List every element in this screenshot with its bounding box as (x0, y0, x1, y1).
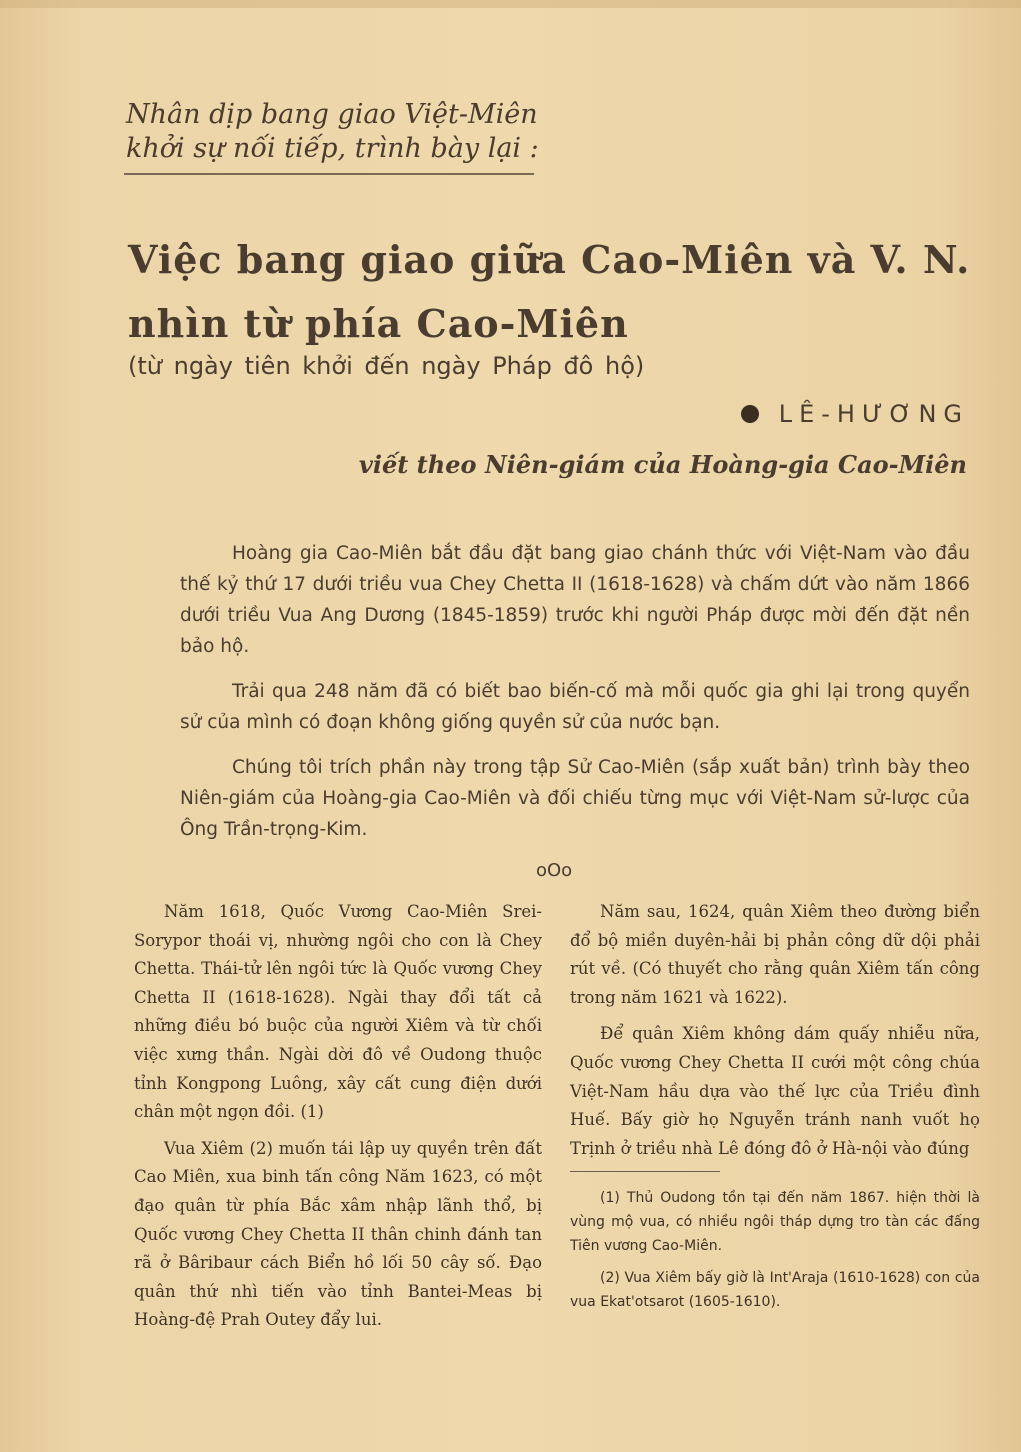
intro-paragraph: Chúng tôi trích phần này trong tập Sử Cao-Miên (sắp xuất bản) trình bày theo Niên-giám của Hoàng-gia Cao-Miên và đối chiếu từng mục với Việt-Nam sử-lược của Ông Trần-trọng-Kim. (180, 757, 970, 840)
kicker-line-1: Nhân dịp bang giao Việt-Miên (126, 99, 538, 130)
body-paragraph: Năm 1618, Quốc Vương Cao-Miên Srei-Sorypor thoái vị, nhường ngôi cho con là Chey Chetta. Thái-tử lên ngôi tức là Quốc vương Chey Chetta II (1618-1628). Ngài thay đổi tất cả những điều bó buộc của người Xiêm và từ chối việc xưng thần. Ngài dời đô về Oudong thuộc tỉnh Kongpong Luông, xây cất cung điện dưới chân một ngọn đồi. (1) (134, 902, 542, 1122)
intro-paragraph: Trải qua 248 năm đã có biết bao biến-cố mà mỗi quốc gia ghi lại trong quyển sử của mình có đoạn không giống quyền sử của nước bạn. (180, 681, 970, 733)
intro-section (180, 538, 970, 859)
footnote: (1) Thủ Oudong tồn tại đến năm 1867. hiện thời là vùng mộ vua, có nhiều ngôi tháp dựng tro tàn các đấng Tiên vương Cao-Miên. (570, 1190, 980, 1255)
page-top-edge (0, 0, 1021, 8)
title-line-2: nhìn từ phía Cao-Miên (128, 301, 629, 346)
kicker-underline (124, 173, 534, 175)
source-note: viết theo Niên-giám của Hoàng-gia Cao-Miên (358, 450, 967, 479)
left-column (134, 898, 542, 1343)
article-title (128, 228, 988, 356)
intro-paragraph: Hoàng gia Cao-Miên bắt đầu đặt bang giao chánh thức với Việt-Nam vào đầu thế kỷ thứ 17 dưới triều vua Chey Chetta II (1618-1628) và chấm dứt vào năm 1866 dưới triều Vua Ang Dương (1845-1859) trước khi người Pháp được mời đến đặt nền bảo hộ. (180, 543, 970, 657)
bullet-icon (741, 405, 759, 423)
footnote: (2) Vua Xiêm bấy giờ là Int'Araja (1610-1628) con của vua Ekat'otsarot (1605-1610). (570, 1270, 980, 1311)
title-line-1: Việc bang giao giữa Cao-Miên và V. N. (128, 237, 971, 282)
right-column (570, 898, 980, 1322)
footnote-divider (570, 1171, 720, 1172)
article-kicker (126, 98, 606, 166)
author-byline (741, 400, 969, 428)
author-name: LÊ-HƯƠNG (778, 400, 969, 428)
section-separator: oOo (536, 860, 573, 881)
article-subtitle: (từ ngày tiên khởi đến ngày Pháp đô hộ) (128, 352, 645, 380)
body-paragraph: Năm sau, 1624, quân Xiêm theo đường biển đổ bộ miền duyên-hải bị phản công dữ dội phải rút về. (Có thuyết cho rằng quân Xiêm tấn công trong năm 1621 và 1622). (570, 902, 980, 1007)
body-paragraph: Vua Xiêm (2) muốn tái lập uy quyền trên đất Cao Miên, xua binh tấn công Năm 1623, có một đạo quân từ phía Bắc xâm nhập lãnh thổ, bị Quốc vương Chey Chetta II thân chinh đánh tan rã ở Bâribaur cách Biển hồ lối 50 cây số. Đạo quân thứ nhì tiến vào tỉnh Bantei-Meas bị Hoàng-đệ Prah Outey đẩy lui. (134, 1138, 542, 1330)
body-paragraph: Để quân Xiêm không dám quấy nhiễu nữa, Quốc vương Chey Chetta II cưới một công chúa Việt-Nam hầu dựa vào thế lực của Triều đình Huế. Bấy giờ họ Nguyễn tránh nanh vuốt họ Trịnh ở triều nhà Lê đóng đô ở Hà-nội vào đúng (570, 1024, 980, 1158)
kicker-line-2: khởi sự nối tiếp, trình bày lại : (126, 133, 539, 164)
